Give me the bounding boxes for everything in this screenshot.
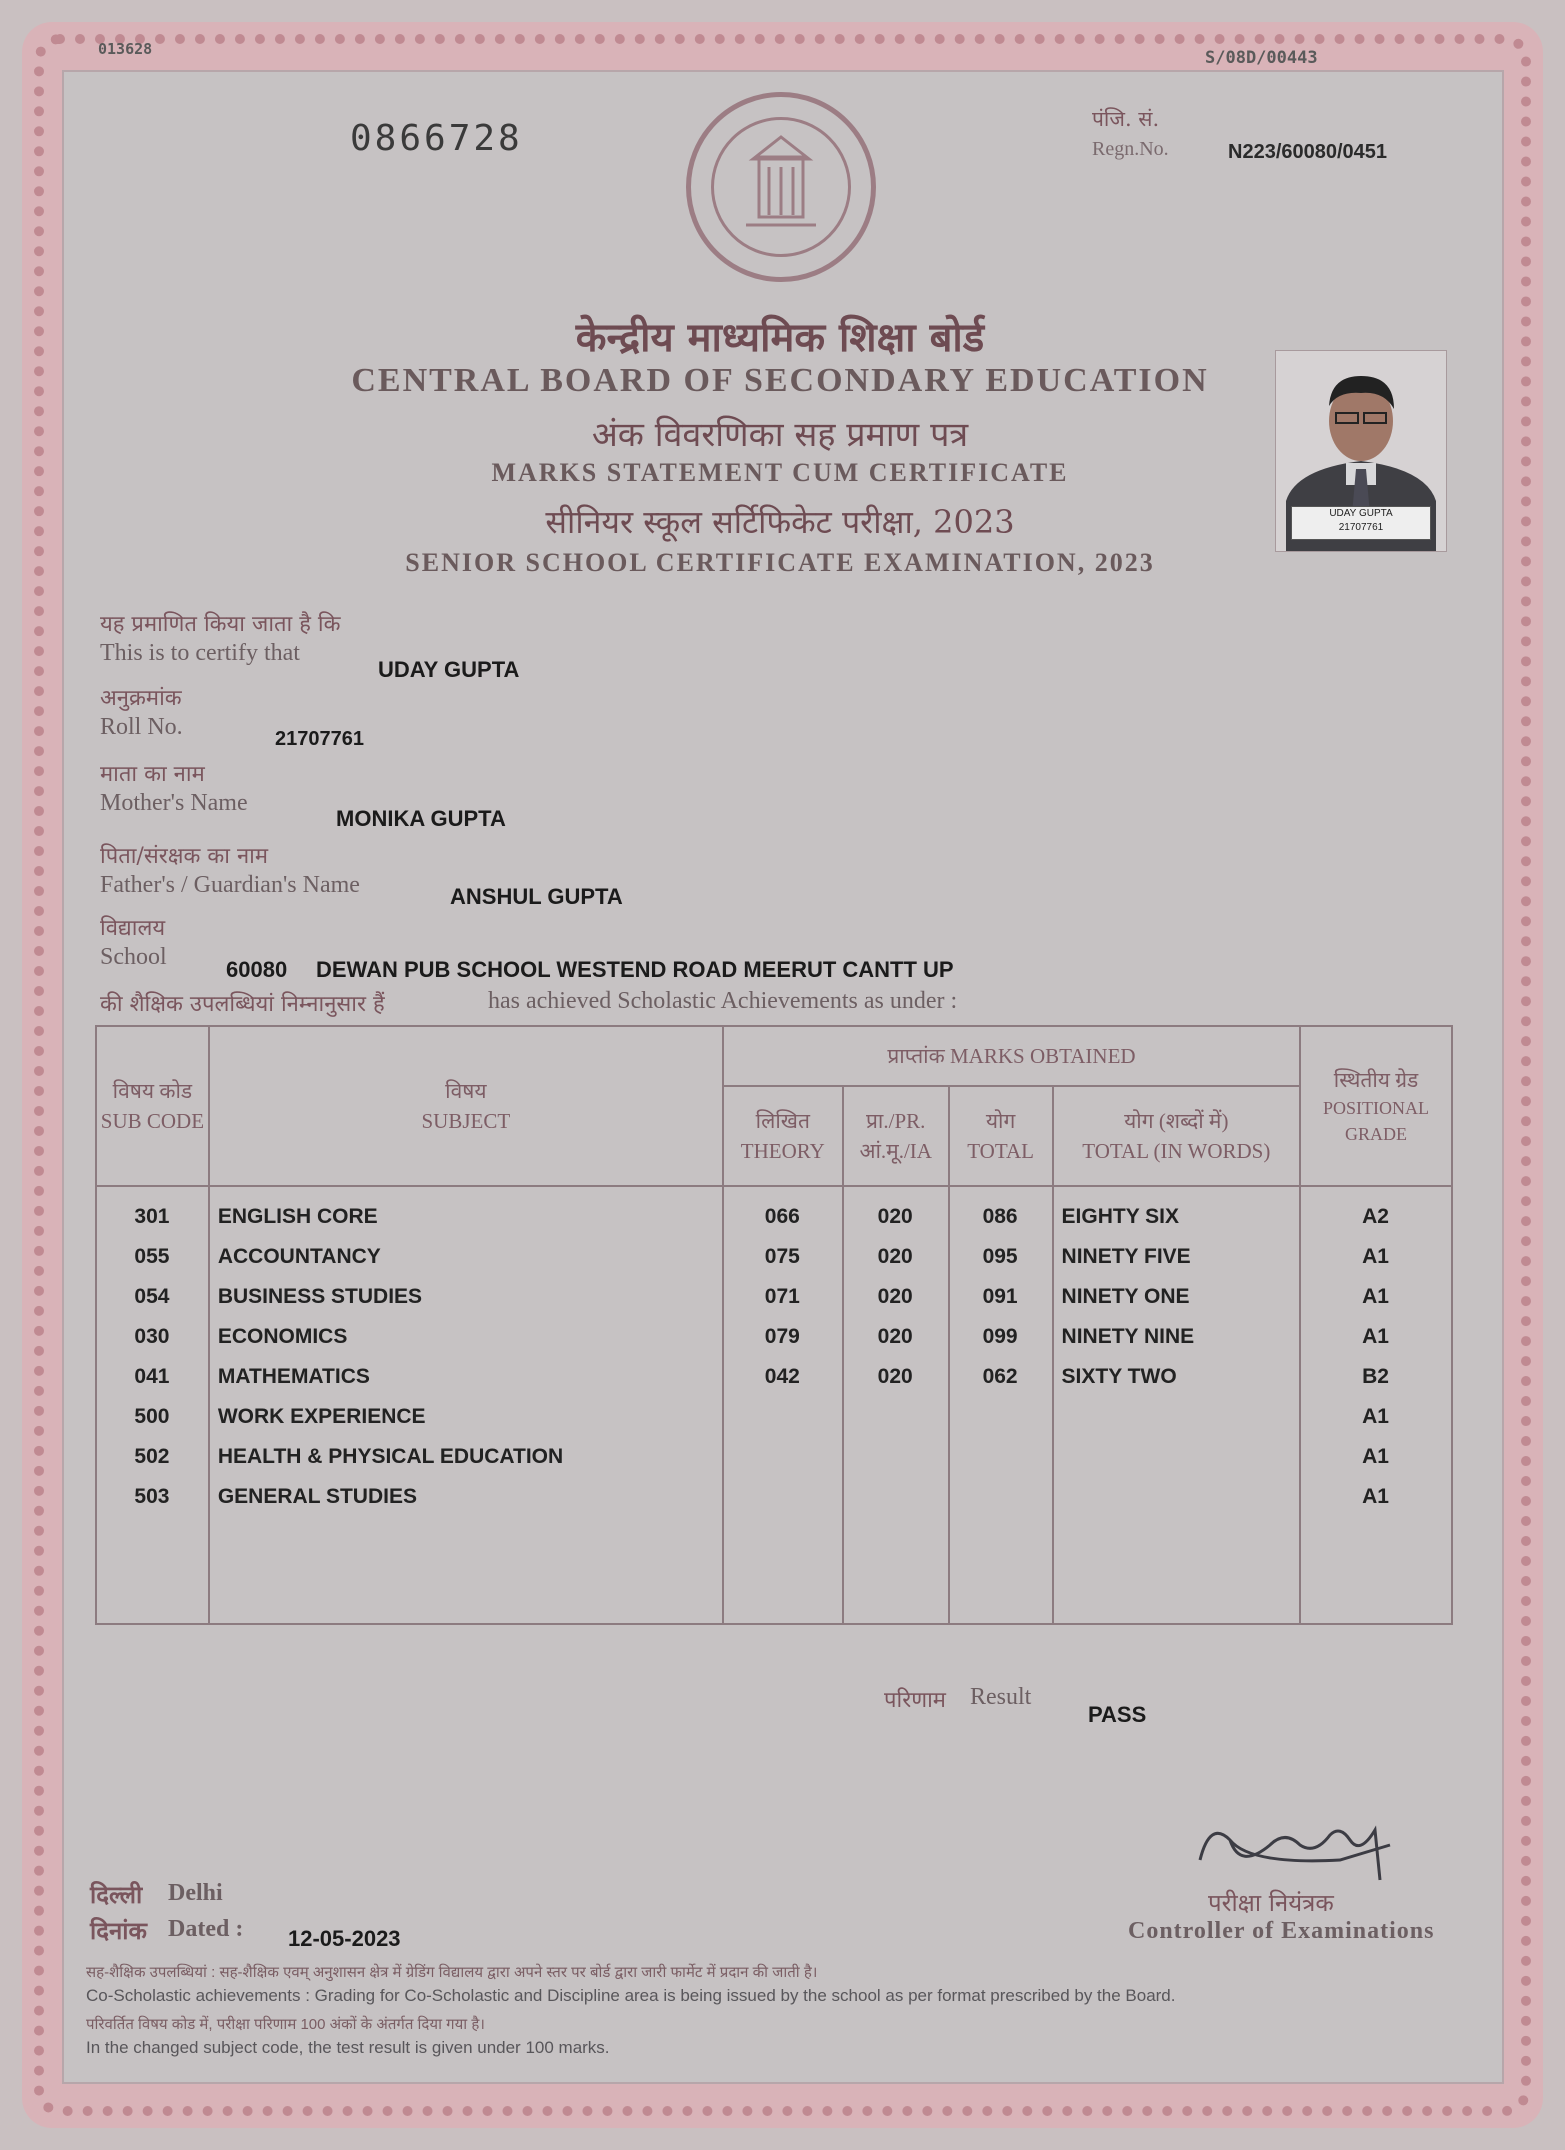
total-cell: 095 bbox=[982, 1245, 1018, 1268]
photo-caption-roll: 21707761 bbox=[1338, 522, 1384, 533]
total-cell bbox=[950, 1397, 1051, 1437]
subject-cell: BUSINESS STUDIES bbox=[217, 1285, 423, 1308]
mother-label: Mother's Name bbox=[100, 790, 248, 816]
grade-cell: A1 bbox=[1362, 1445, 1389, 1468]
sub-code-cell: 041 bbox=[134, 1365, 170, 1388]
document-title-hindi: अंक विवरणिका सह प्रमाण पत्र bbox=[591, 415, 969, 455]
grade-cell: B2 bbox=[1362, 1365, 1389, 1388]
dated-label-hindi: दिनांक bbox=[90, 1916, 147, 1945]
practical-cell: 020 bbox=[877, 1325, 913, 1348]
total-words-cell bbox=[1062, 1477, 1299, 1517]
exam-title: SENIOR SCHOOL CERTIFICATE EXAMINATION, 2023 bbox=[405, 548, 1155, 577]
regn-label: Regn.No. bbox=[1092, 138, 1169, 160]
regn-label-hindi: पंजि. सं. bbox=[1092, 107, 1160, 131]
achievements-label-hindi: की शैक्षिक उपलब्धियां निम्नानुसार हैं bbox=[100, 992, 385, 1017]
result-value: PASS bbox=[1088, 1702, 1147, 1727]
theory-cell: 042 bbox=[764, 1365, 800, 1388]
total-header: योग TOTAL bbox=[949, 1086, 1053, 1186]
roll-label-hindi: अनुक्रमांक bbox=[100, 686, 182, 711]
grade-cell: A1 bbox=[1362, 1405, 1389, 1428]
table-row bbox=[96, 1186, 1452, 1624]
student-photo bbox=[1275, 350, 1447, 552]
father-label-hindi: पिता/संरक्षक का नाम bbox=[100, 844, 269, 869]
subject-cell: ACCOUNTANCY bbox=[217, 1245, 381, 1268]
mother-name: MONIKA GUPTA bbox=[336, 806, 506, 831]
total-words-cell: NINETY ONE bbox=[1061, 1285, 1190, 1308]
practical-header: प्रा./PR. आं.मू./IA bbox=[843, 1086, 949, 1186]
place-label: Delhi bbox=[168, 1880, 223, 1906]
sub-code-cell: 301 bbox=[134, 1205, 170, 1228]
total-cell: 099 bbox=[982, 1325, 1018, 1348]
practical-cell: 020 bbox=[877, 1245, 913, 1268]
theory-cell: 071 bbox=[764, 1285, 800, 1308]
result-label-hindi: परिणाम bbox=[884, 1688, 946, 1713]
theory-header: लिखित THEORY bbox=[723, 1086, 843, 1186]
grade-cell: A1 bbox=[1362, 1485, 1389, 1508]
signatory-label: Controller of Examinations bbox=[1128, 1918, 1435, 1944]
school-name: DEWAN PUB SCHOOL WESTEND ROAD MEERUT CANTT UP bbox=[316, 957, 954, 982]
total-words-cell: SIXTY TWO bbox=[1061, 1365, 1177, 1388]
school-code: 60080 bbox=[226, 957, 288, 982]
subject-cell: HEALTH & PHYSICAL EDUCATION bbox=[217, 1445, 564, 1468]
total-words-cell: NINETY NINE bbox=[1061, 1325, 1195, 1348]
total-words-cell: NINETY FIVE bbox=[1061, 1245, 1191, 1268]
total-cell: 086 bbox=[982, 1205, 1018, 1228]
total-cell: 062 bbox=[982, 1365, 1018, 1388]
practical-cell bbox=[844, 1397, 947, 1437]
total-words-cell bbox=[1062, 1397, 1299, 1437]
total-words-cell: EIGHTY SIX bbox=[1061, 1205, 1180, 1228]
sub-code-header: विषय कोड SUB CODE bbox=[96, 1026, 209, 1186]
note-changed-code: In the changed subject code, the test result is given under 100 marks. bbox=[86, 2038, 610, 2057]
total-words-header: योग (शब्दों में) TOTAL (IN WORDS) bbox=[1053, 1086, 1301, 1186]
regn-number: N223/60080/0451 bbox=[1228, 141, 1388, 163]
subject-cell: GENERAL STUDIES bbox=[217, 1485, 417, 1508]
board-title: CENTRAL BOARD OF SECONDARY EDUCATION bbox=[351, 362, 1209, 399]
school-label-hindi: विद्यालय bbox=[100, 916, 166, 941]
roll-label: Roll No. bbox=[100, 714, 183, 740]
top-left-code: 013628 bbox=[98, 40, 153, 58]
issue-date: 12-05-2023 bbox=[288, 1926, 401, 1951]
subject-header: विषय SUBJECT bbox=[209, 1026, 723, 1186]
grade-cell: A1 bbox=[1362, 1285, 1389, 1308]
document-title: MARKS STATEMENT CUM CERTIFICATE bbox=[491, 458, 1069, 487]
student-name: UDAY GUPTA bbox=[378, 657, 520, 682]
theory-cell bbox=[724, 1397, 841, 1437]
marks-table bbox=[95, 1025, 1453, 1625]
note-co-scholastic-hindi: सह-शैक्षिक उपलब्धियां : सह-शैक्षिक एवम् अनुशासन क्षेत्र में ग्रेडिंग विद्यालय द्वारा अपने स्तर पर बोर्ड द्वारा जारी फार्मेट में प्रदान की जाती है। bbox=[86, 1964, 818, 1981]
grade-cell: A1 bbox=[1362, 1325, 1389, 1348]
sub-code-cell: 500 bbox=[134, 1405, 170, 1428]
practical-cell bbox=[844, 1437, 947, 1477]
roll-number: 21707761 bbox=[275, 728, 364, 750]
dated-label: Dated : bbox=[168, 1916, 244, 1942]
certify-label: This is to certify that bbox=[100, 640, 300, 666]
total-cell: 091 bbox=[982, 1285, 1018, 1308]
subject-cell: ENGLISH CORE bbox=[217, 1205, 378, 1228]
theory-cell: 066 bbox=[764, 1205, 800, 1228]
total-cell bbox=[950, 1437, 1051, 1477]
practical-cell: 020 bbox=[877, 1365, 913, 1388]
sub-code-cell: 030 bbox=[134, 1325, 170, 1348]
mother-label-hindi: माता का नाम bbox=[100, 762, 205, 787]
grade-cell: A2 bbox=[1362, 1205, 1389, 1228]
note-changed-code-hindi: परिवर्तित विषय कोड में, परीक्षा परिणाम 100 अंकों के अंतर्गत दिया गया है। bbox=[86, 2016, 485, 2033]
theory-cell bbox=[724, 1437, 841, 1477]
note-co-scholastic: Co-Scholastic achievements : Grading for Co-Scholastic and Discipline area is being issued by the school as per format prescribed by the Board. bbox=[86, 1986, 1176, 2005]
practical-cell bbox=[844, 1477, 947, 1517]
practical-cell: 020 bbox=[877, 1205, 913, 1228]
grade-header: स्थितीय ग्रेड POSITIONAL GRADE bbox=[1300, 1026, 1452, 1186]
cbse-seal-icon bbox=[686, 92, 876, 282]
place-label-hindi: दिल्ली bbox=[90, 1880, 143, 1909]
sub-code-cell: 055 bbox=[134, 1245, 170, 1268]
sub-code-cell: 054 bbox=[134, 1285, 170, 1308]
certify-label-hindi: यह प्रमाणित किया जाता है कि bbox=[100, 612, 341, 637]
sub-code-cell: 502 bbox=[134, 1445, 170, 1468]
photo-caption-name: UDAY GUPTA bbox=[1329, 508, 1393, 519]
theory-cell bbox=[724, 1477, 841, 1517]
achievements-label: has achieved Scholastic Achievements as under : bbox=[488, 988, 958, 1014]
father-name: ANSHUL GUPTA bbox=[450, 884, 623, 909]
subject-cell: MATHEMATICS bbox=[217, 1365, 370, 1388]
grade-cell: A1 bbox=[1362, 1245, 1389, 1268]
marks-obtained-header: प्राप्तांक MARKS OBTAINED bbox=[723, 1026, 1300, 1086]
theory-cell: 075 bbox=[764, 1245, 800, 1268]
practical-cell: 020 bbox=[877, 1285, 913, 1308]
total-words-cell bbox=[1062, 1437, 1299, 1477]
school-label: School bbox=[100, 944, 167, 970]
exam-title-hindi: सीनियर स्कूल सर्टिफिकेट परीक्षा, 2023 bbox=[545, 503, 1015, 541]
signatory-label-hindi: परीक्षा नियंत्रक bbox=[1208, 1889, 1334, 1917]
father-label: Father's / Guardian's Name bbox=[100, 872, 360, 898]
subject-cell: ECONOMICS bbox=[217, 1325, 348, 1348]
serial-number: 0866728 bbox=[350, 118, 523, 159]
theory-cell: 079 bbox=[764, 1325, 800, 1348]
result-label: Result bbox=[970, 1684, 1032, 1710]
board-title-hindi: केन्द्रीय माध्यमिक शिक्षा बोर्ड bbox=[575, 314, 985, 361]
total-cell bbox=[950, 1477, 1051, 1517]
subject-cell: WORK EXPERIENCE bbox=[217, 1405, 426, 1428]
controller-signature-icon bbox=[1190, 1800, 1410, 1890]
sub-code-cell: 503 bbox=[134, 1485, 170, 1508]
top-right-code: S/08D/00443 bbox=[1205, 48, 1318, 68]
